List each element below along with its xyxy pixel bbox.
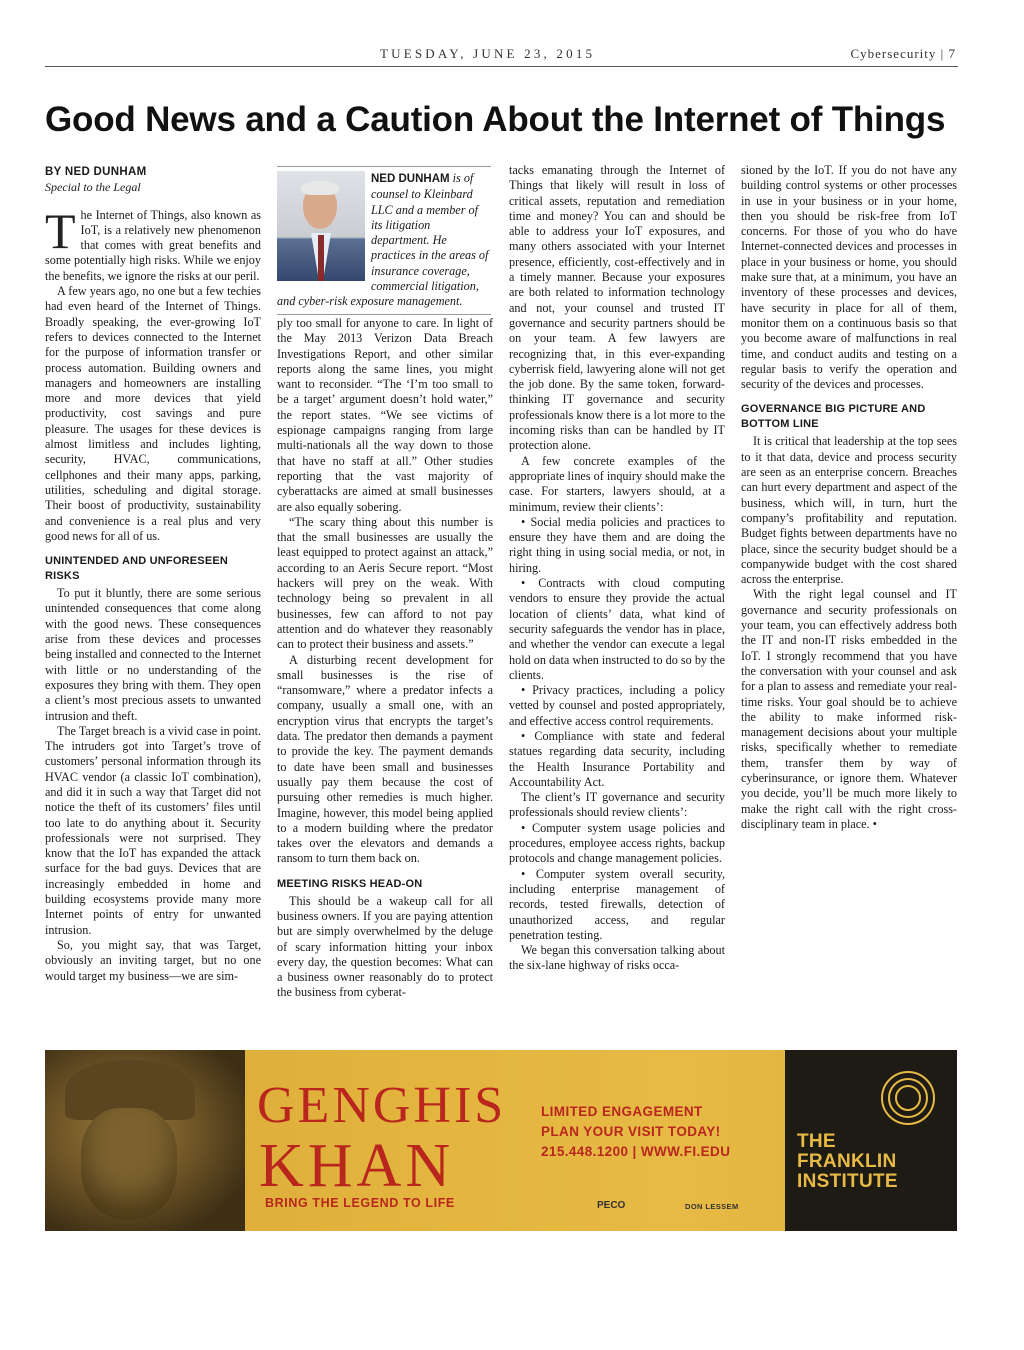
paragraph: The Target breach is a vivid case in point. The intruders got into Target’s trove of customers’ personal information through its HVAC vendor (a classic IoT combination), and did it in such a way that Target did not notice the theft of its customers’ files until too late to do anything about it. Security professionals were not surprised. They know that the IoT has expanded the attack surface for the bad guys. Devices that are increasingly embedded in home and building ecosystems provide many more Internet points of entry for unwanted intrusion. <box>45 723 261 937</box>
subhead-unintended-risks: UNINTENDED AND UNFORESEEN RISKS <box>45 555 229 583</box>
paragraph: We began this conversation talking about the six-lane highway of risks occa- <box>509 943 725 973</box>
author-photo <box>277 171 365 281</box>
ad-plan-visit: PLAN YOUR VISIT TODAY! <box>541 1124 721 1139</box>
ad-contact-link[interactable]: 215.448.1200 | WWW.FI.EDU <box>541 1144 731 1159</box>
paragraph: “The scary thing about this number is that the small businesses are usually the least equipped to protect against an attack,” according to an Aeris Secure report. “Most hackers will prey on the weak. With technology being so prevalent in all businesses, few can afford to not pay attention and do whatever they reasonably can to protect their business and assets.” <box>277 514 493 652</box>
paragraph: It is critical that leadership at the top sees to it that data, device and process security are seen as an enterprise concern. Breaches can hurt every department and aspect of the business, which will, in turn, hurt the company’s profitability and reputation. Budget fights between departments have no place, since the security budget should be a companywide budget with the cost shared across the enterprise. <box>741 434 957 587</box>
ad-limited-engagement: LIMITED ENGAGEMENT <box>541 1104 703 1119</box>
ad-title-line-2: KHAN <box>259 1132 455 1200</box>
fi-line-2: FRANKLIN <box>797 1151 897 1172</box>
sponsor-don-lessem: DON LESSEM <box>685 1202 739 1211</box>
author-name: NED DUNHAM <box>371 173 450 185</box>
franklin-institute-name <box>797 1132 898 1192</box>
byline-name: BY NED DUNHAM <box>45 166 147 178</box>
sponsor-peco-logo: PECO <box>597 1200 626 1211</box>
subhead-governance: GOVERNANCE BIG PICTURE AND BOTTOM LINE <box>741 403 926 431</box>
article-column-4 <box>741 163 957 832</box>
fi-line-1: THE <box>797 1131 836 1152</box>
article-column-1 <box>45 163 261 984</box>
subhead-meeting-risks: MEETING RISKS HEAD-ON <box>277 877 423 890</box>
franklin-institute-circles-icon <box>873 1068 943 1128</box>
paragraph: The client’s IT governance and security professionals should review clients’: <box>509 790 725 820</box>
paragraph: A few concrete examples of the appropriate lines of inquiry should make the case. For starters, lawyers should, at a minimum, review their clients’: <box>509 453 725 514</box>
ad-tagline: BRING THE LEGEND TO LIFE <box>265 1196 455 1210</box>
advertisement-banner[interactable] <box>45 1050 957 1231</box>
paragraph-text: he Internet of Things, also known as IoT, is a relatively new phenomenon that comes with great benefits and some potentially high risks. While we enjoy the benefits, we ignore the risks at our peril. <box>45 207 261 283</box>
bullet-item: • Social media policies and practices to ensure they have them and are doing the right thing in using social media, or not, in hiring. <box>509 514 725 575</box>
paragraph: This should be a wakeup call for all business owners. If you are paying attention but are simply overwhelmed by the deluge of scary information hitting your inbox every day, the question becomes: What can a business owner reasonably do to protect the business from cyberat- <box>277 893 493 1000</box>
bullet-item: • Contracts with cloud computing vendors to ensure they provide the actual location of clients’ data, what kind of security safeguards the vendor has in place, and whether the vendor can execute a legal hold on data when instructed to do so by the clients. <box>509 576 725 682</box>
issue-date: TUESDAY, JUNE 23, 2015 <box>380 46 596 61</box>
article-column-2 <box>277 316 493 1001</box>
franklin-institute-logo <box>785 1050 957 1231</box>
paragraph: With the right legal counsel and IT governance and security professionals on your team, you can effectively address both the IT and non-IT risks embedded in the IoT. I strongly recommend that you have the conversation with your counsel and ask for a plan to assess and remediate your real-time risks. Your goal should be to achieve the ability to make informed risk-management decisions about your multiple risks, specifically whether to remediate them, transfer them by way of cyberinsurance, or ignore them. Whatever you decide, you’ll be much more likely to make the right call with the right cross-disciplinary team in place. • <box>741 587 957 831</box>
bullet-item: • Privacy practices, including a policy vetted by counsel and posted appropriately, and effective access control requirements. <box>509 683 725 728</box>
byline-affiliation: Special to the Legal <box>45 180 141 195</box>
section-page-label: Cybersecurity | 7 <box>850 46 956 61</box>
paragraph: tacks emanating through the Internet of Things that likely will result in loss of critical assets, reputation and remediation time and money? You can and should be able to address your IoT exposures, and many others associated with your Internet presence, efficiently, cost-effectively and in a timely manner. Because your exposures are both related to information technology and not, your counsel and trusted IT governance and security partners should be on your team. A few lawyers are recognizing that, in this ever-expanding cyberrisk field, lawyering alone will not get the job done. By the same token, forward-thinking IT governance and security professionals know there is a lot more to the incoming risks than can be handled by IT protection alone. <box>509 163 725 453</box>
paragraph: A disturbing recent development for small businesses is the rise of “ransomware,” where a predator infects a company, usually a small one, with an encryption virus that encrypts the target’s data. The predator then demands a payment to provide the key. The payment demands to date have been small and businesses usually pay them because the cost of pursuing other remedies is much higher. Imagine, however, this model being applied to a modern building where the predator takes over the elevators and demands a ransom to turn them back on. <box>277 652 493 866</box>
header-divider <box>45 66 958 67</box>
bullet-item: • Computer system overall security, including enterprise management of records, tested firewalls, detection of unauthorized access, and regular penetration testing. <box>509 866 725 942</box>
ad-info-block <box>541 1102 730 1162</box>
statue-image <box>45 1050 245 1231</box>
author-info-box <box>277 166 491 315</box>
paragraph: ply too small for anyone to care. In light of the May 2013 Verizon Data Breach Investigations Report, and other similar reports along the same lines, you might want to reconsider. “The ‘I’m too small to be a target’ argument doesn’t hold water,” the report states. “We see victims of espionage campaigns ranging from large multi-nationals all the way down to those that have no staff at all.” Other studies reporting that the vast majority of cyberattacks are aimed at small businesses are also equally sobering. <box>277 316 493 514</box>
paragraph: To put it bluntly, there are some serious unintended consequences that come along with the good news. These consequences arise from these devices and processes being installed and connected to the Internet with little or no understanding of the exposures they bring with them. They open a client’s most precious assets to unwanted intrusion and theft. <box>45 586 261 723</box>
bullet-item: • Computer system usage policies and procedures, employee access rights, backup protocols and change management policies. <box>509 820 725 866</box>
bullet-item: • Compliance with state and federal statues regarding data security, including the Health Insurance Portability and Accountability Act. <box>509 728 725 789</box>
paragraph: So, you might say, that was Target, obviously an inviting target, but no one would target my business—we are sim- <box>45 937 261 983</box>
article-column-3 <box>509 163 725 974</box>
opening-paragraph <box>45 202 261 284</box>
paragraph: A few years ago, no one but a few techies had even heard of the Internet of Things. Broadly speaking, the ever-growing IoT refers to devices connected to the Internet for the purpose of information transfer or process automation. Building owners and managers and homeowners are installing more and more devices that yield productivity, cost savings and pure pleasure. The usages for these devices is almost limitless and includes lighting, security, HVAC, communications, cellphones and their many apps, parking, utilities, scheduling and digital storage. Their boost of productivity, sustainability and convenience is a real plus and very good news for all of us. <box>45 284 261 543</box>
drop-cap: T <box>45 202 76 259</box>
article-headline: Good News and a Caution About the Internet of Things <box>45 100 946 139</box>
author-bio-text: is of counsel to Kleinbard LLC and a member of its litigation department. He practices in the areas of insurance coverage, commercial litigation, and cyber-risk exposure management. <box>277 171 489 309</box>
ad-title-line-1: GENGHIS <box>257 1077 507 1134</box>
paragraph: sioned by the IoT. If you do not have any building control systems or other processes in use in your business or in your home, then you should be risk-free from IoT concerns. For those of you who do have Internet-connected devices and processes in place in your business or home, you should make sure that, at a minimum, you have an inventory of these processes and devices, have security in place for all of them, monitor them on a continuous basis so that you become aware of malfunctions in real time, and conduct audits and testing on a regular basis to verify the operation and security of the devices and processes. <box>741 163 957 392</box>
fi-line-3: INSTITUTE <box>797 1171 898 1192</box>
